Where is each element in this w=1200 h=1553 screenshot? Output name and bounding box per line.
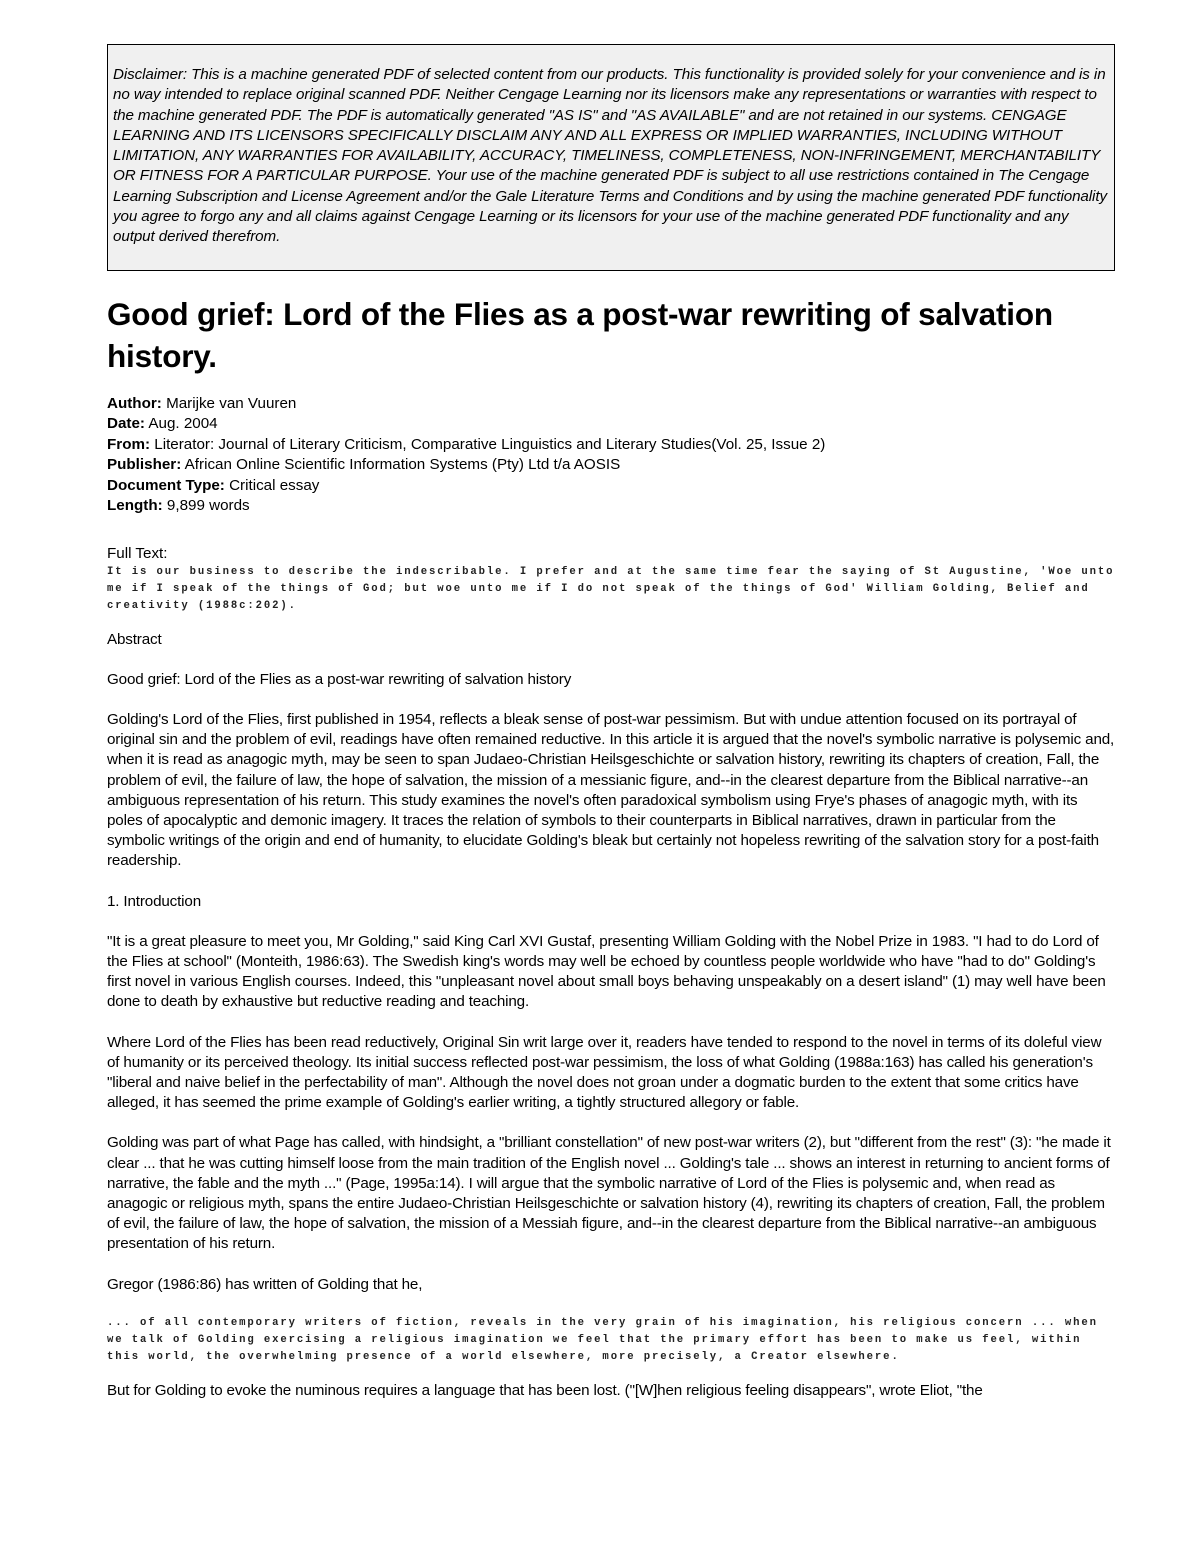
block-quote: ... of all contemporary writers of fiction, reveals in the very grain of his imagination, his religious concern ... when we talk of Golding exercising a religious imagination we feel that the primary effort has been to make us feel, within this world, the overwhelming presence of a world elsewhere, more precisely, a Creator elsewhere. <box>107 1316 1098 1364</box>
paragraph: Golding was part of what Page has called, with hindsight, a "brilliant constellation" of new post-war writers (2), but "different from the rest" (3): "he made it clear ... that he was cutting himself loose from the main tradition of the English novel ... Golding's tale ... shows an interest in returning to ancient forms of narrative, the fable and the myth ..." (Page, 1995a:14). I will argue that the symbolic narrative of Lord of the Flies is polysemic and, when read as anagogic or religious myth, spans the entire Judaeo-Christian Heilsgeschichte or salvation history (4), rewriting its chapters of creation, Fall, the problem of evil, the failure of law, the hope of salvation, the mission of a Messiah figure, and--in the clearest departure from the Biblical narrative--an ambiguous presentation of his return. <box>107 1134 1111 1253</box>
meta-from: From: Literator: Journal of Literary Criticism, Comparative Linguistics and Literary Studies(Vol. 25, Issue 2) <box>107 435 826 453</box>
introduction-heading: 1. Introduction <box>107 892 201 910</box>
paragraph: Where Lord of the Flies has been read reductively, Original Sin writ large over it, readers have tended to respond to the novel in terms of its doleful view of humanity or its perceived theology. Its initial success reflected post-war pessimism, the loss of what Golding (1988a:163) has called his generation's "liberal and naive belief in the perfectability of man". Although the novel does not groan under a dogmatic burden to the extent that some critics have alleged, it has seemed the prime example of Golding's earlier writing, a tightly structured allegory or fable. <box>107 1033 1102 1112</box>
abstract-heading: Abstract <box>107 630 162 648</box>
abstract-body: Golding's Lord of the Flies, first published in 1954, reflects a bleak sense of post-war pessimism. But with undue attention focused on its portrayal of original sin and the problem of evil, readings have often remained reductive. In this article it is argued that the novel's symbolic narrative is polysemic and, when it is read as anagogic myth, may be seen to span Judaeo-Christian Heilsgeschichte or salvation history, rewriting its chapters of creation, Fall, the problem of evil, the failure of law, the hope of salvation, the mission of a messianic figure, and--in the clearest departure from the Biblical narrative--an ambiguous representation of his return. This study examines the novel's often paradoxical symbolism using Frye's phases of anagogic myth, with its poles of apocalyptic and demonic imagery. It traces the relation of symbols to their counterparts in Biblical narratives, drawn in particular from the symbolic writings of the origin and end of humanity, to elucidate Golding's bleak but certainly not hopeless rewriting of the salvation story for a post-faith readership. <box>107 710 1115 870</box>
meta-publisher: Publisher: African Online Scientific Information Systems (Pty) Ltd t/a AOSIS <box>107 456 621 474</box>
abstract-title: Good grief: Lord of the Flies as a post-war rewriting of salvation history <box>107 670 572 688</box>
meta-date: Date: Aug. 2004 <box>107 415 218 433</box>
meta-author: Author: Marijke van Vuuren <box>107 394 297 412</box>
article-metadata <box>107 394 1115 517</box>
paragraph: But for Golding to evoke the numinous requires a language that has been lost. ("[W]hen religious feeling disappears", wrote Eliot, "the <box>107 1381 983 1399</box>
paragraph: "It is a great pleasure to meet you, Mr Golding," said King Carl XVI Gustaf, presenting William Golding with the Nobel Prize in 1983. "I had to do Lord of the Flies at school" (Monteith, 1986:63). The Swedish king's words may well be echoed by countless people worldwide who have "had to do" Golding's first novel in various English courses. Indeed, this "unpleasant novel about small boys behaving unspeakably on a desert island" (1) may well have been done to death by exhaustive but reductive reading and teaching. <box>107 932 1106 1011</box>
meta-document-type: Document Type: Critical essay <box>107 476 320 494</box>
disclaimer-box: Disclaimer: This is a machine generated PDF of selected content from our products. This functionality is provided solely for your convenience and is in no way intended to replace original scanned PDF. Neither Cengage Learning nor its licensors make any representations or warranties with respect to the machine generated PDF. The PDF is automatically generated "AS IS" and "AS AVAILABLE" and are not retained in our systems. CENGAGE LEARNING AND ITS LICENSORS SPECIFICALLY DISCLAIM ANY AND ALL EXPRESS OR IMPLIED WARRANTIES, INCLUDING WITHOUT LIMITATION, ANY WARRANTIES FOR AVAILABILITY, ACCURACY, TIMELINESS, COMPLETENESS, NON-INFRINGEMENT, MERCHANTABILITY OR FITNESS FOR A PARTICULAR PURPOSE. Your use of the machine generated PDF is subject to all use restrictions contained in The Cengage Learning Subscription and License Agreement and/or the Gale Literature Terms and Conditions and by using the machine generated PDF functionality you agree to forgo any and all claims against Cengage Learning or its licensors for your use of the machine generated PDF functionality and any output derived therefrom. <box>107 44 1115 271</box>
full-text-label: Full Text: <box>107 544 168 562</box>
document-page <box>107 44 1115 1401</box>
article-title: Good grief: Lord of the Flies as a post-war rewriting of salvation history. <box>107 295 1053 374</box>
epigraph: It is our business to describe the indescribable. I prefer and at the same time fear the saying of St Augustine, 'Woe unto me if I speak of the things of God; but woe unto me if I do not speak of the things of God' William Golding, Belief and creativity (1988c:202). <box>107 565 1115 613</box>
meta-length: Length: 9,899 words <box>107 497 250 515</box>
paragraph: Gregor (1986:86) has written of Golding that he, <box>107 1275 423 1293</box>
